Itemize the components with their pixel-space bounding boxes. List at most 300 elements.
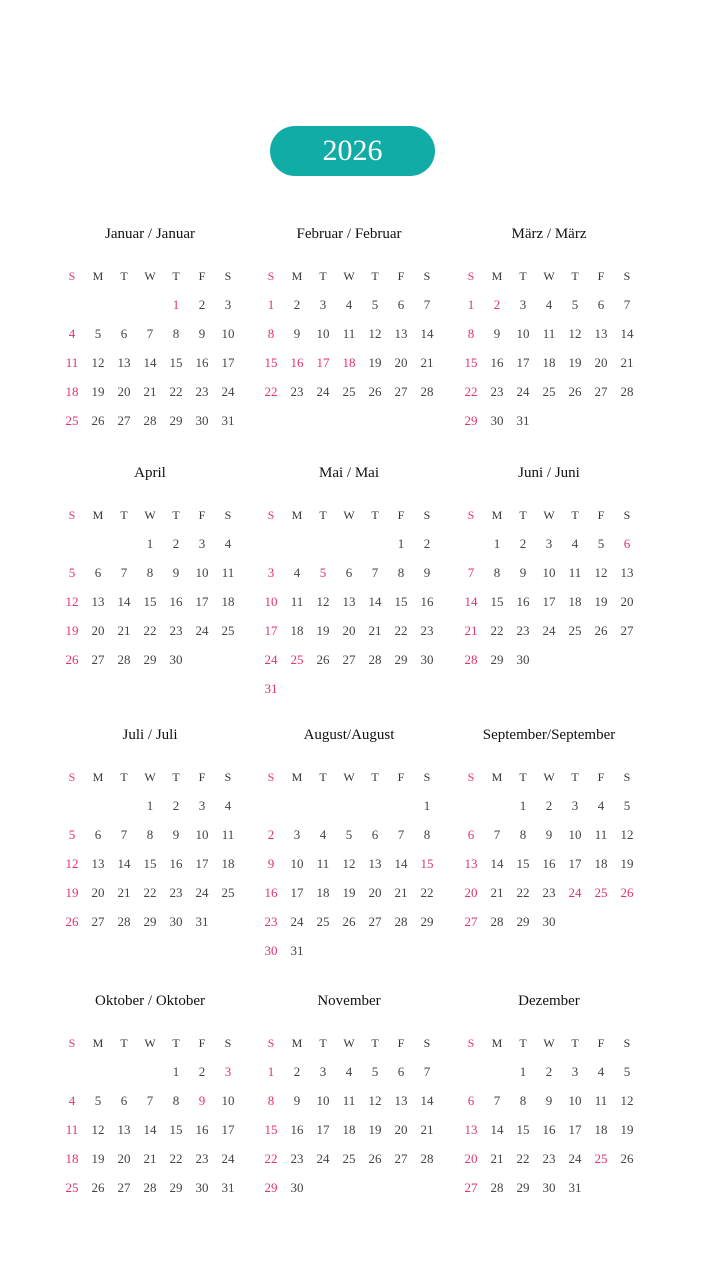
day-cell[interactable]: 15 [516, 856, 530, 871]
day-cell[interactable]: 28 [490, 914, 504, 929]
day-cell[interactable]: 27 [620, 623, 634, 638]
day-cell[interactable]: 22 [394, 623, 408, 638]
day-cell[interactable]: 9 [267, 856, 275, 871]
day-cell[interactable]: 7 [423, 297, 431, 312]
day-cell[interactable]: 2 [519, 536, 527, 551]
day-cell[interactable]: 28 [394, 914, 408, 929]
day-cell[interactable]: 10 [542, 565, 556, 580]
day-cell[interactable]: 27 [91, 914, 105, 929]
day-cell[interactable]: 6 [597, 297, 605, 312]
day-cell[interactable]: 20 [594, 355, 608, 370]
day-cell[interactable]: 25 [342, 384, 356, 399]
day-cell[interactable]: 18 [594, 856, 608, 871]
day-cell[interactable]: 9 [198, 326, 206, 341]
day-cell[interactable]: 14 [420, 1093, 434, 1108]
day-cell[interactable]: 9 [493, 326, 501, 341]
day-cell[interactable]: 3 [545, 536, 553, 551]
day-cell[interactable]: 17 [221, 355, 235, 370]
day-cell[interactable]: 2 [198, 297, 206, 312]
day-cell[interactable]: 25 [568, 623, 582, 638]
day-cell[interactable]: 10 [221, 1093, 235, 1108]
day-cell[interactable]: 3 [224, 297, 232, 312]
day-cell[interactable]: 19 [368, 355, 382, 370]
day-cell[interactable]: 30 [542, 914, 556, 929]
day-cell[interactable]: 26 [368, 1151, 382, 1166]
day-cell[interactable]: 28 [464, 652, 478, 667]
day-cell[interactable]: 5 [94, 1093, 102, 1108]
day-cell[interactable]: 25 [65, 1180, 79, 1195]
day-cell[interactable]: 30 [195, 1180, 209, 1195]
day-cell[interactable]: 2 [267, 827, 275, 842]
day-cell[interactable]: 15 [169, 1122, 183, 1137]
day-cell[interactable]: 11 [568, 565, 582, 580]
day-cell[interactable]: 28 [420, 1151, 434, 1166]
day-cell[interactable]: 19 [65, 885, 79, 900]
day-cell[interactable]: 4 [545, 297, 553, 312]
day-cell[interactable]: 16 [420, 594, 434, 609]
day-cell[interactable]: 1 [467, 297, 475, 312]
day-cell[interactable]: 28 [368, 652, 382, 667]
day-cell[interactable]: 15 [516, 1122, 530, 1137]
day-cell[interactable]: 8 [423, 827, 431, 842]
day-cell[interactable]: 22 [143, 623, 157, 638]
day-cell[interactable]: 12 [91, 355, 105, 370]
day-cell[interactable]: 16 [169, 594, 183, 609]
day-cell[interactable]: 16 [264, 885, 278, 900]
day-cell[interactable]: 24 [264, 652, 278, 667]
day-cell[interactable]: 3 [519, 297, 527, 312]
day-cell[interactable]: 16 [542, 856, 556, 871]
day-cell[interactable]: 24 [568, 1151, 582, 1166]
day-cell[interactable]: 12 [620, 1093, 634, 1108]
day-cell[interactable]: 11 [65, 355, 79, 370]
day-cell[interactable]: 17 [316, 355, 330, 370]
day-cell[interactable]: 30 [420, 652, 434, 667]
day-cell[interactable]: 19 [594, 594, 608, 609]
day-cell[interactable]: 1 [519, 798, 527, 813]
day-cell[interactable]: 29 [394, 652, 408, 667]
day-cell[interactable]: 4 [224, 798, 232, 813]
day-cell[interactable]: 21 [490, 1151, 504, 1166]
day-cell[interactable]: 19 [316, 623, 330, 638]
day-cell[interactable]: 8 [397, 565, 405, 580]
day-cell[interactable]: 15 [464, 355, 478, 370]
day-cell[interactable]: 12 [316, 594, 330, 609]
day-cell[interactable]: 29 [516, 1180, 530, 1195]
day-cell[interactable]: 9 [198, 1093, 206, 1108]
day-cell[interactable]: 25 [221, 885, 235, 900]
day-cell[interactable]: 4 [597, 798, 605, 813]
day-cell[interactable]: 23 [420, 623, 434, 638]
day-cell[interactable]: 4 [68, 326, 76, 341]
day-cell[interactable]: 2 [293, 297, 301, 312]
day-cell[interactable]: 24 [316, 1151, 330, 1166]
day-cell[interactable]: 5 [68, 565, 76, 580]
day-cell[interactable]: 17 [516, 355, 530, 370]
day-cell[interactable]: 21 [420, 355, 434, 370]
day-cell[interactable]: 30 [516, 652, 530, 667]
day-cell[interactable]: 26 [91, 413, 105, 428]
day-cell[interactable]: 6 [623, 536, 631, 551]
day-cell[interactable]: 24 [516, 384, 530, 399]
day-cell[interactable]: 20 [394, 355, 408, 370]
day-cell[interactable]: 29 [516, 914, 530, 929]
day-cell[interactable]: 8 [519, 827, 527, 842]
day-cell[interactable]: 10 [195, 827, 209, 842]
day-cell[interactable]: 1 [267, 297, 275, 312]
day-cell[interactable]: 24 [195, 623, 209, 638]
day-cell[interactable]: 23 [490, 384, 504, 399]
day-cell[interactable]: 28 [143, 1180, 157, 1195]
day-cell[interactable]: 31 [221, 413, 235, 428]
day-cell[interactable]: 14 [490, 856, 504, 871]
day-cell[interactable]: 19 [342, 885, 356, 900]
day-cell[interactable]: 31 [290, 943, 304, 958]
day-cell[interactable]: 18 [65, 384, 79, 399]
day-cell[interactable]: 11 [316, 856, 330, 871]
day-cell[interactable]: 16 [516, 594, 530, 609]
day-cell[interactable]: 6 [94, 565, 102, 580]
day-cell[interactable]: 27 [368, 914, 382, 929]
day-cell[interactable]: 10 [316, 326, 330, 341]
day-cell[interactable]: 23 [195, 384, 209, 399]
day-cell[interactable]: 11 [342, 326, 356, 341]
day-cell[interactable]: 18 [342, 1122, 356, 1137]
day-cell[interactable]: 20 [620, 594, 634, 609]
day-cell[interactable]: 12 [568, 326, 582, 341]
day-cell[interactable]: 28 [117, 652, 131, 667]
day-cell[interactable]: 21 [394, 885, 408, 900]
day-cell[interactable]: 24 [290, 914, 304, 929]
day-cell[interactable]: 25 [316, 914, 330, 929]
day-cell[interactable]: 16 [195, 355, 209, 370]
day-cell[interactable]: 6 [467, 1093, 475, 1108]
day-cell[interactable]: 6 [371, 827, 379, 842]
day-cell[interactable]: 20 [117, 384, 131, 399]
day-cell[interactable]: 2 [198, 1064, 206, 1079]
day-cell[interactable]: 24 [542, 623, 556, 638]
day-cell[interactable]: 27 [394, 1151, 408, 1166]
day-cell[interactable]: 20 [117, 1151, 131, 1166]
day-cell[interactable]: 30 [169, 914, 183, 929]
day-cell[interactable]: 13 [117, 355, 131, 370]
day-cell[interactable]: 30 [290, 1180, 304, 1195]
day-cell[interactable]: 11 [594, 1093, 608, 1108]
day-cell[interactable]: 27 [394, 384, 408, 399]
day-cell[interactable]: 19 [91, 384, 105, 399]
day-cell[interactable]: 14 [143, 355, 157, 370]
day-cell[interactable]: 23 [542, 885, 556, 900]
day-cell[interactable]: 2 [545, 1064, 553, 1079]
day-cell[interactable]: 26 [620, 885, 634, 900]
day-cell[interactable]: 13 [464, 1122, 478, 1137]
day-cell[interactable]: 20 [394, 1122, 408, 1137]
day-cell[interactable]: 15 [420, 856, 434, 871]
day-cell[interactable]: 17 [316, 1122, 330, 1137]
day-cell[interactable]: 6 [345, 565, 353, 580]
day-cell[interactable]: 16 [542, 1122, 556, 1137]
day-cell[interactable]: 14 [394, 856, 408, 871]
day-cell[interactable]: 12 [594, 565, 608, 580]
day-cell[interactable]: 7 [467, 565, 475, 580]
day-cell[interactable]: 19 [620, 1122, 634, 1137]
day-cell[interactable]: 10 [568, 1093, 582, 1108]
day-cell[interactable]: 10 [264, 594, 278, 609]
day-cell[interactable]: 28 [620, 384, 634, 399]
day-cell[interactable]: 14 [117, 856, 131, 871]
day-cell[interactable]: 18 [594, 1122, 608, 1137]
day-cell[interactable]: 7 [120, 565, 128, 580]
day-cell[interactable]: 9 [519, 565, 527, 580]
day-cell[interactable]: 3 [571, 798, 579, 813]
day-cell[interactable]: 8 [267, 1093, 275, 1108]
day-cell[interactable]: 21 [620, 355, 634, 370]
day-cell[interactable]: 30 [264, 943, 278, 958]
day-cell[interactable]: 11 [594, 827, 608, 842]
day-cell[interactable]: 7 [146, 1093, 154, 1108]
day-cell[interactable]: 13 [394, 1093, 408, 1108]
day-cell[interactable]: 23 [290, 384, 304, 399]
day-cell[interactable]: 26 [620, 1151, 634, 1166]
day-cell[interactable]: 29 [420, 914, 434, 929]
day-cell[interactable]: 17 [568, 856, 582, 871]
day-cell[interactable]: 12 [620, 827, 634, 842]
day-cell[interactable]: 2 [545, 798, 553, 813]
day-cell[interactable]: 2 [493, 297, 501, 312]
day-cell[interactable]: 15 [490, 594, 504, 609]
day-cell[interactable]: 6 [120, 326, 128, 341]
day-cell[interactable]: 4 [345, 1064, 353, 1079]
day-cell[interactable]: 24 [316, 384, 330, 399]
day-cell[interactable]: 17 [195, 856, 209, 871]
day-cell[interactable]: 26 [594, 623, 608, 638]
day-cell[interactable]: 18 [568, 594, 582, 609]
day-cell[interactable]: 11 [221, 827, 235, 842]
day-cell[interactable]: 27 [117, 413, 131, 428]
day-cell[interactable]: 18 [221, 594, 235, 609]
day-cell[interactable]: 6 [397, 1064, 405, 1079]
day-cell[interactable]: 7 [423, 1064, 431, 1079]
day-cell[interactable]: 1 [172, 1064, 180, 1079]
day-cell[interactable]: 5 [345, 827, 353, 842]
day-cell[interactable]: 26 [65, 914, 79, 929]
day-cell[interactable]: 5 [371, 297, 379, 312]
day-cell[interactable]: 22 [143, 885, 157, 900]
day-cell[interactable]: 14 [117, 594, 131, 609]
day-cell[interactable]: 3 [319, 297, 327, 312]
day-cell[interactable]: 17 [568, 1122, 582, 1137]
day-cell[interactable]: 16 [169, 856, 183, 871]
day-cell[interactable]: 6 [94, 827, 102, 842]
day-cell[interactable]: 9 [293, 326, 301, 341]
day-cell[interactable]: 26 [368, 384, 382, 399]
day-cell[interactable]: 27 [342, 652, 356, 667]
day-cell[interactable]: 12 [368, 1093, 382, 1108]
day-cell[interactable]: 5 [623, 1064, 631, 1079]
day-cell[interactable]: 1 [397, 536, 405, 551]
day-cell[interactable]: 23 [290, 1151, 304, 1166]
day-cell[interactable]: 26 [342, 914, 356, 929]
day-cell[interactable]: 13 [620, 565, 634, 580]
day-cell[interactable]: 22 [169, 1151, 183, 1166]
day-cell[interactable]: 25 [290, 652, 304, 667]
day-cell[interactable]: 2 [172, 798, 180, 813]
day-cell[interactable]: 26 [316, 652, 330, 667]
day-cell[interactable]: 9 [293, 1093, 301, 1108]
day-cell[interactable]: 25 [342, 1151, 356, 1166]
day-cell[interactable]: 21 [464, 623, 478, 638]
day-cell[interactable]: 17 [195, 594, 209, 609]
day-cell[interactable]: 12 [368, 326, 382, 341]
day-cell[interactable]: 14 [368, 594, 382, 609]
day-cell[interactable]: 7 [623, 297, 631, 312]
day-cell[interactable]: 21 [368, 623, 382, 638]
day-cell[interactable]: 23 [169, 885, 183, 900]
day-cell[interactable]: 4 [68, 1093, 76, 1108]
day-cell[interactable]: 12 [91, 1122, 105, 1137]
day-cell[interactable]: 4 [224, 536, 232, 551]
day-cell[interactable]: 19 [65, 623, 79, 638]
day-cell[interactable]: 7 [397, 827, 405, 842]
day-cell[interactable]: 15 [394, 594, 408, 609]
day-cell[interactable]: 22 [464, 384, 478, 399]
day-cell[interactable]: 13 [368, 856, 382, 871]
day-cell[interactable]: 13 [342, 594, 356, 609]
day-cell[interactable]: 3 [198, 536, 206, 551]
day-cell[interactable]: 27 [594, 384, 608, 399]
day-cell[interactable]: 18 [342, 355, 356, 370]
day-cell[interactable]: 10 [516, 326, 530, 341]
day-cell[interactable]: 30 [195, 413, 209, 428]
day-cell[interactable]: 14 [420, 326, 434, 341]
day-cell[interactable]: 20 [91, 623, 105, 638]
day-cell[interactable]: 15 [264, 1122, 278, 1137]
day-cell[interactable]: 23 [542, 1151, 556, 1166]
day-cell[interactable]: 15 [143, 856, 157, 871]
day-cell[interactable]: 22 [516, 885, 530, 900]
day-cell[interactable]: 29 [264, 1180, 278, 1195]
day-cell[interactable]: 1 [267, 1064, 275, 1079]
day-cell[interactable]: 13 [91, 856, 105, 871]
day-cell[interactable]: 25 [542, 384, 556, 399]
day-cell[interactable]: 10 [290, 856, 304, 871]
day-cell[interactable]: 23 [516, 623, 530, 638]
day-cell[interactable]: 29 [464, 413, 478, 428]
day-cell[interactable]: 22 [169, 384, 183, 399]
day-cell[interactable]: 27 [464, 914, 478, 929]
day-cell[interactable]: 21 [117, 623, 131, 638]
day-cell[interactable]: 2 [172, 536, 180, 551]
day-cell[interactable]: 18 [290, 623, 304, 638]
day-cell[interactable]: 15 [143, 594, 157, 609]
day-cell[interactable]: 31 [516, 413, 530, 428]
day-cell[interactable]: 21 [143, 1151, 157, 1166]
day-cell[interactable]: 12 [342, 856, 356, 871]
day-cell[interactable]: 16 [290, 1122, 304, 1137]
day-cell[interactable]: 10 [195, 565, 209, 580]
day-cell[interactable]: 3 [293, 827, 301, 842]
day-cell[interactable]: 16 [290, 355, 304, 370]
day-cell[interactable]: 18 [316, 885, 330, 900]
day-cell[interactable]: 19 [368, 1122, 382, 1137]
day-cell[interactable]: 20 [91, 885, 105, 900]
day-cell[interactable]: 13 [464, 856, 478, 871]
day-cell[interactable]: 8 [172, 326, 180, 341]
day-cell[interactable]: 27 [464, 1180, 478, 1195]
day-cell[interactable]: 16 [195, 1122, 209, 1137]
day-cell[interactable]: 6 [397, 297, 405, 312]
day-cell[interactable]: 17 [290, 885, 304, 900]
day-cell[interactable]: 8 [146, 565, 154, 580]
day-cell[interactable]: 13 [117, 1122, 131, 1137]
day-cell[interactable]: 26 [568, 384, 582, 399]
day-cell[interactable]: 1 [493, 536, 501, 551]
day-cell[interactable]: 20 [368, 885, 382, 900]
day-cell[interactable]: 9 [423, 565, 431, 580]
day-cell[interactable]: 1 [423, 798, 431, 813]
day-cell[interactable]: 14 [620, 326, 634, 341]
day-cell[interactable]: 3 [571, 1064, 579, 1079]
day-cell[interactable]: 2 [423, 536, 431, 551]
day-cell[interactable]: 7 [146, 326, 154, 341]
day-cell[interactable]: 21 [117, 885, 131, 900]
day-cell[interactable]: 6 [120, 1093, 128, 1108]
day-cell[interactable]: 23 [264, 914, 278, 929]
day-cell[interactable]: 5 [94, 326, 102, 341]
day-cell[interactable]: 31 [195, 914, 209, 929]
day-cell[interactable]: 18 [65, 1151, 79, 1166]
day-cell[interactable]: 5 [597, 536, 605, 551]
day-cell[interactable]: 17 [221, 1122, 235, 1137]
day-cell[interactable]: 9 [172, 827, 180, 842]
day-cell[interactable]: 20 [342, 623, 356, 638]
day-cell[interactable]: 8 [493, 565, 501, 580]
day-cell[interactable]: 12 [65, 856, 79, 871]
day-cell[interactable]: 21 [143, 384, 157, 399]
day-cell[interactable]: 14 [490, 1122, 504, 1137]
day-cell[interactable]: 3 [198, 798, 206, 813]
day-cell[interactable]: 8 [519, 1093, 527, 1108]
day-cell[interactable]: 31 [264, 681, 278, 696]
day-cell[interactable]: 31 [568, 1180, 582, 1195]
day-cell[interactable]: 11 [221, 565, 235, 580]
day-cell[interactable]: 19 [568, 355, 582, 370]
day-cell[interactable]: 20 [464, 1151, 478, 1166]
day-cell[interactable]: 19 [91, 1151, 105, 1166]
day-cell[interactable]: 25 [594, 1151, 608, 1166]
day-cell[interactable]: 11 [542, 326, 556, 341]
day-cell[interactable]: 11 [342, 1093, 356, 1108]
day-cell[interactable]: 1 [146, 798, 154, 813]
day-cell[interactable]: 25 [594, 885, 608, 900]
day-cell[interactable]: 27 [91, 652, 105, 667]
day-cell[interactable]: 3 [319, 1064, 327, 1079]
day-cell[interactable]: 7 [371, 565, 379, 580]
day-cell[interactable]: 17 [542, 594, 556, 609]
day-cell[interactable]: 27 [117, 1180, 131, 1195]
day-cell[interactable]: 23 [169, 623, 183, 638]
day-cell[interactable]: 19 [620, 856, 634, 871]
day-cell[interactable]: 30 [490, 413, 504, 428]
day-cell[interactable]: 31 [221, 1180, 235, 1195]
day-cell[interactable]: 24 [195, 885, 209, 900]
day-cell[interactable]: 8 [172, 1093, 180, 1108]
day-cell[interactable]: 21 [420, 1122, 434, 1137]
day-cell[interactable]: 8 [267, 326, 275, 341]
day-cell[interactable]: 28 [490, 1180, 504, 1195]
day-cell[interactable]: 5 [571, 297, 579, 312]
day-cell[interactable]: 29 [143, 652, 157, 667]
